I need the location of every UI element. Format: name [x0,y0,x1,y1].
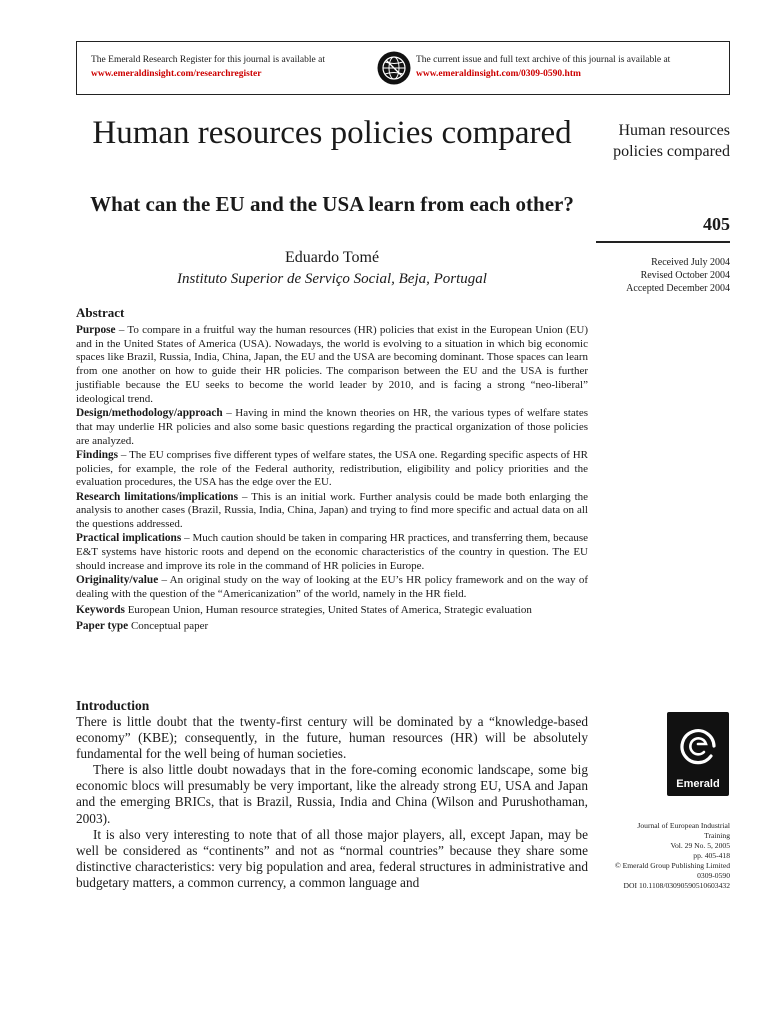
abstract-heading: Abstract [76,305,125,320]
page-number: 405 [703,214,730,234]
originality-label: Originality/value [76,574,159,587]
journal-name-line2: Training [704,831,730,840]
author-affiliation: Instituto Superior de Serviço Social, Beja, Portugal [177,271,487,287]
margin-rule [596,241,730,243]
abstract-keywords [76,604,588,618]
abstract-paper-type [76,620,588,634]
register-box [76,41,730,95]
journal-archive-link[interactable]: www.emeraldinsight.com/0309-0590.htm [416,69,581,79]
design-label: Design/methodology/approach [76,406,223,419]
journal-copyright: © Emerald Group Publishing Limited [614,861,730,870]
article-title: Human resources policies compared [92,115,572,151]
abstract-purpose [76,324,588,407]
journal-issn: 0309-0590 [697,871,730,880]
keywords-text: European Union, Human resource strategies, United States of America, Strategic evaluation [124,604,532,617]
globe-icon [377,51,411,85]
abstract-design [76,407,588,448]
keywords-label: Keywords [76,604,125,617]
purpose-label: Purpose [76,323,116,336]
register-left [91,53,381,81]
paper-type-label: Paper type [76,620,129,633]
practical-label: Practical implications [76,532,182,545]
intro-paragraph-3: It is also very interesting to note that of all those major players, all, except Japan, may be well be considered as “continents” and not as “normal countries” because they share some distinctive characteristics: very big population and area, federal structures in administrative and budgetary matters, a common currency, a common language and [76,826,588,890]
paper-type-text: Conceptual paper [128,620,209,633]
limitations-text: – This is an initial work. Further analysis could be made both enlarging the analysis to another cases (Brazil, Russia, India, China, Japan) and trying to find more specific and actual data on all the questions addressed. [76,490,589,531]
emerald-logo [667,712,729,796]
journal-name-line1: Journal of European Industrial [637,821,730,830]
revised-date: Revised October 2004 [640,270,730,281]
intro-heading: Introduction [76,698,150,713]
findings-text: – The EU comprises five different types of welfare states, the USA one. Regarding specific aspects of HR policies, for example, the role of the Federal authority, redistribution, eligibility and policy priorities and the evaluation procedures, the USA has the edge over the EU. [76,448,588,489]
abstract-originality [76,574,588,602]
journal-info [590,821,730,891]
author-name: Eduardo Tomé [284,249,380,266]
intro-paragraph-1: There is little doubt that the twenty-first century will be dominated by a “knowledge-based economy” (KBE); consequently, in the future, human resources (HR) will be absolutely fundamental for the well being of human societies. [76,714,588,762]
originality-text: – An original study on the way of looking at the EU’s HR policy framework and on the way of dealing with the question of the “Americanization” of the world, namely in the HR field. [76,574,588,600]
emerald-logo-label: Emerald [676,778,720,790]
findings-label: Findings [76,448,119,461]
received-date: Received July 2004 [651,257,730,268]
research-register-link[interactable]: www.emeraldinsight.com/researchregister [91,69,262,79]
journal-pages: pp. 405-418 [693,851,730,860]
limitations-label: Research limitations/implications [76,490,238,503]
emerald-e-icon [667,716,729,778]
purpose-text: – To compare in a fruitful way the human resources (HR) policies that exist in the European Union (EU) and in the United States of America (USA). Nowadays, the world is evolving to a situation in which big economic spaces like Brazil, Russia, India, China, Japan, the EU and the USA are becoming dominant. Those spaces can learn from one another on how to guide their HR policies. The comparison between the EU and the USA is further justifiable because the EU seeks to become the world leader by 2010, and is facing a strong “neo-liberal” ideological trend. [76,323,588,405]
abstract-practical [76,532,588,573]
abstract [76,306,588,635]
journal-volume: Vol. 29 No. 5, 2005 [670,841,730,850]
article-subtitle: What can the EU and the USA learn from each other? [90,192,574,216]
accepted-date: Accepted December 2004 [626,283,730,294]
design-text: – Having in mind the known theories on HR, the various types of welfare states that may underlie HR policies and also some basic questions regarding the practical organization of those policies are analyzed. [76,406,588,447]
introduction [76,698,588,891]
abstract-findings [76,449,588,490]
running-title: Human resources policies compared [613,122,730,160]
history-dates [590,256,730,295]
journal-doi: DOI 10.1108/03090590510603432 [623,881,730,890]
register-right [416,53,726,81]
abstract-limitations [76,491,588,532]
intro-paragraph-2: There is also little doubt nowadays that in the fore-coming economic landscape, some big economic blocs will presumably be very important, like the already strong EU, USA and Japan and the emerging BRICs, that is Brazil, Russia, India and China (Wilson and Purushothaman, 2003). [76,762,588,826]
register-left-text: The Emerald Research Register for this journal is available at [91,55,325,65]
practical-text: – Much caution should be taken in comparing HR practices, and transferring them, because E&T systems have historic roots and depend on the economic characteristics of the country in question. The EU should increase and improve its role in the command of HR policies in Europe. [76,532,588,572]
register-right-text: The current issue and full text archive of this journal is available at [416,55,671,65]
